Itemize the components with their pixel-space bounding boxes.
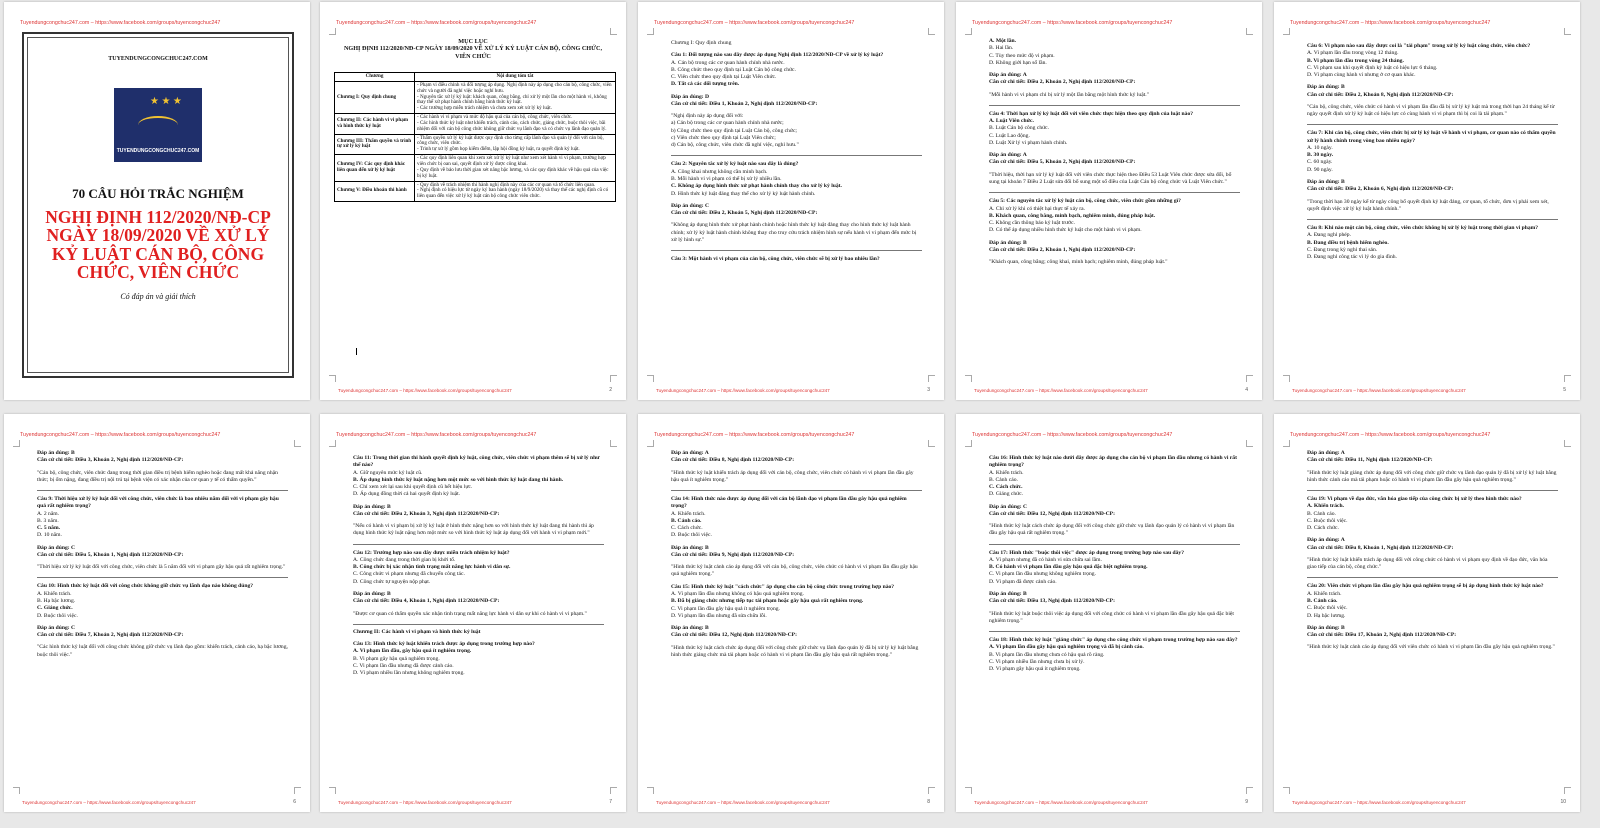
- page-number: 9: [1245, 799, 1248, 805]
- divider: [37, 490, 288, 491]
- page-header: Tuyendungcongchuc247.com – https://www.facebook.com/groups/tuyencongchuc247: [972, 20, 1173, 26]
- text-line: B. Vi phạm lần đầu trong vòng 24 tháng.: [1307, 57, 1404, 64]
- text-line: B. Cảnh cáo.: [989, 476, 1018, 483]
- text-line: C. Cách chức.: [671, 525, 703, 532]
- answer-line: Đáp án đúng: B: [1307, 178, 1345, 185]
- toc-col-chapter: Chương: [335, 73, 415, 82]
- document-page[interactable]: [4, 414, 310, 812]
- page-body: [989, 38, 1240, 266]
- site-logo: [114, 88, 202, 162]
- divider: [1307, 490, 1558, 491]
- question-title: Câu 18: Hình thức kỷ luật "giáng chức" áp dụng cho công chức vi phạm trong trường hợp nào sau đây?: [989, 637, 1238, 644]
- toc-table: [334, 72, 616, 202]
- text-line: A. Đang nghỉ phép.: [1307, 232, 1351, 239]
- toc-summary-cell: - Các quy định liên quan khi xem xét xử lý kỷ luật như xem xét hành vi vi phạm, trường hợp viên chức bị oan sai, quyết định xử lý được công khai. - Quy định về bảo lưu thời gian xét nâng bậc lương, và các quy định khác về hậu quả của việc bị kỷ luật.: [415, 155, 616, 181]
- document-page[interactable]: [320, 414, 626, 812]
- corner-mark: [1283, 787, 1290, 794]
- corner-mark: [928, 440, 935, 447]
- corner-mark: [1564, 440, 1571, 447]
- text-line: "Hình thức kỷ luật khiển trách áp dụng đối với cán bộ, công chức, viên chức có hành vi vi phạm lần đầu gây hậu quả ít nghiêm trọng.": [671, 469, 914, 483]
- text-line: B. Công chức theo quy định tại Luật Cán bộ công chức.: [671, 66, 796, 73]
- page-number: 5: [1563, 387, 1566, 393]
- text-line: C. Công chức vi phạm nhưng đã chuyển công tác.: [353, 571, 465, 578]
- text-line: A. Khiển trách.: [671, 510, 706, 517]
- page-header: Tuyendungcongchuc247.com – https://www.facebook.com/groups/tuyencongchuc247: [1290, 432, 1491, 438]
- page-footer: Tuyendungcongchuc247.com – https://www.facebook.com/groups/tuyencongchuc247: [22, 800, 196, 805]
- cover-site-name: TUYENDUNGCONGCHUC247.COM: [108, 56, 208, 62]
- toc-col-summary: Nội dung tóm tắt: [415, 73, 616, 82]
- text-line: "Nếu có hành vi vi phạm bị xử lý kỷ luật ở hình thức nặng hơn so với hình thức kỷ luật đang thi hành thì áp dụng hình thức kỷ luật nặng hơn một mức so với hình thức kỷ luật áp dụng đối với hành vi vi phạm mới.": [353, 523, 594, 537]
- table-row: [335, 114, 616, 135]
- text-line: B. Luật Cán bộ công chức.: [989, 125, 1050, 132]
- text-line: "Không áp dụng hình thức xử phạt hành chính hoặc hình thức kỷ luật đảng thay cho hình thức kỷ luật hành chính; xử lý kỷ luật hành chính không thay cho truy cứu trách nhiệm hình sự nếu hành vi vi phạm đến mức bị xử lý hình sự.": [671, 222, 917, 243]
- text-line: "Cán bộ, công chức, viên chức có hành vi vi phạm lần đầu đã bị xử lý kỷ luật mà trong thời hạn 24 tháng kể từ ngày quyết định xử lý kỷ luật có hiệu lực có cùng hành vi vi phạm thì bị coi là tái phạm.": [1307, 103, 1555, 118]
- text-line: Căn cứ chi tiết: Điều 12, Nghị định 112/2020/NĐ-CP:: [989, 510, 1115, 517]
- text-line: B. Hai lần.: [989, 45, 1014, 52]
- cover-title: 70 CÂU HỎI TRẮC NGHIỆM: [72, 186, 244, 201]
- text-line: A. Vi phạm lần đầu nhưng không có hậu quả nghiêm trọng.: [671, 590, 804, 597]
- corner-mark: [1246, 787, 1253, 794]
- text-line: Chương II: Các hành vi vi phạm và hình thức kỷ luật: [353, 628, 481, 635]
- text-line: Căn cứ chi tiết: Điều 9, Nghị định 112/2020/NĐ-CP:: [671, 551, 795, 558]
- page-footer: Tuyendungcongchuc247.com – https://www.facebook.com/groups/tuyencongchuc247: [656, 800, 830, 805]
- text-line: B. Áp dụng hình thức kỷ luật nặng hơn một mức so với hình thức kỷ luật đang thi hành.: [353, 476, 564, 483]
- text-line: b) Công chức theo quy định tại Luật Cán bộ, công chức;: [671, 127, 797, 134]
- text-line: A. Vi phạm nhưng đã có hành vi sửa chữa sai lầm.: [989, 556, 1102, 563]
- divider: [671, 155, 922, 156]
- corner-mark: [1246, 440, 1253, 447]
- text-line: Căn cứ chi tiết: Điều 12, Nghị định 112/2020/NĐ-CP:: [671, 632, 797, 639]
- text-line: "Thời hiệu xử lý kỷ luật đối với công chức, viên chức là 5 năm đối với vi phạm gây hậu quả rất nghiêm trọng.": [37, 564, 286, 571]
- text-line: D. Vi phạm đã được cảnh cáo.: [989, 578, 1057, 585]
- corner-mark: [13, 787, 20, 794]
- page-body: [671, 38, 922, 263]
- text-line: B. Cảnh cáo.: [671, 517, 702, 524]
- toc-chapter-cell: Chương V: Điều khoản thi hành: [335, 181, 415, 202]
- text-line: B. Đã bị giáng chức nhưng tiếp tục tái phạm hoặc gây hậu quả rất nghiêm trọng.: [671, 598, 864, 605]
- text-line: C. Chỉ xem xét lại sau khi quyết định cũ hết hiệu lực.: [353, 484, 473, 491]
- page-header: Tuyendungcongchuc247.com – https://www.facebook.com/groups/tuyencongchuc247: [336, 432, 537, 438]
- answer-line: Đáp án đúng: C: [37, 624, 76, 631]
- toc-summary-cell: - Thẩm quyền xử lý kỷ luật được quy định cho từng cấp lãnh đạo và quản lý đối với cán bộ, công chức, viên chức. - Trình tự xử lý gồm họp kiểm điểm, lập hội đồng kỷ luật, ra quyết định kỷ luật.: [415, 134, 616, 155]
- document-page[interactable]: [1274, 2, 1580, 400]
- corner-mark: [329, 375, 336, 382]
- question-title: Câu 2: Nguyên tắc xử lý kỷ luật nào sau đây là đúng?: [671, 161, 799, 168]
- text-line: A. Luật Viên chức.: [989, 118, 1034, 125]
- text-line: C. Vi phạm lần đầu nhưng đã được cảnh cáo.: [353, 662, 454, 669]
- document-page-toc[interactable]: [320, 2, 626, 400]
- text-line: "Hình thức kỷ luật cảnh cáo áp dụng đối với cán bộ, công chức, viên chức có hành vi vi phạm lần đầu gây hậu quả nghiêm trọng.": [671, 564, 918, 578]
- text-line: "Hình thức kỷ luật buộc thôi việc áp dụng đối với công chức có hành vi vi phạm lần đầu gây hậu quả đặc biệt nghiêm trọng.": [989, 610, 1234, 624]
- text-line: C. Không cần thông báo kỷ luật trước.: [989, 220, 1075, 227]
- text-line: A. Vi phạm lần đầu, gây hậu quả ít nghiêm trọng.: [353, 648, 472, 655]
- text-cursor: [356, 348, 357, 355]
- text-line: A. Vi phạm lần đầu gây hậu quả nghiêm trọng và đã bị cảnh cáo.: [989, 644, 1144, 651]
- text-line: D. Không giới hạn số lần.: [989, 59, 1047, 66]
- text-line: D. Buộc thôi việc.: [37, 612, 78, 619]
- text-line: A. Cán bộ trong các cơ quan hành chính nhà nước.: [671, 59, 785, 66]
- text-line: C. 60 ngày.: [1307, 159, 1333, 166]
- text-line: C. Giáng chức.: [37, 605, 73, 612]
- cover-subtitle: Có đáp án và giải thích: [120, 292, 196, 301]
- text-line: a) Cán bộ trong các cơ quan hành chính nhà nước;: [671, 120, 784, 127]
- page-footer: Tuyendungcongchuc247.com – https://www.facebook.com/groups/tuyencongchuc247: [1292, 388, 1466, 393]
- corner-mark: [294, 440, 301, 447]
- divider: [989, 192, 1240, 193]
- question-title: Câu 6: Vi phạm nào sau đây được coi là "tái phạm" trong xử lý kỷ luật công chức, viên chức?: [1307, 43, 1531, 49]
- divider: [37, 577, 288, 578]
- text-line: Căn cứ chi tiết: Điều 2, Khoản 2, Nghị định 112/2020/NĐ-CP:: [989, 79, 1136, 86]
- text-line: B. 30 ngày.: [1307, 152, 1334, 159]
- text-line: Đáp án đúng: A: [671, 450, 709, 456]
- corner-mark: [928, 787, 935, 794]
- text-line: Căn cứ chi tiết: Điều 8, Khoản 1, Nghị định 112/2020/NĐ-CP:: [1307, 544, 1454, 551]
- text-line: B. Có hành vi vi phạm lần đầu gây hậu quả đặc biệt nghiêm trọng.: [989, 564, 1148, 571]
- answer-line: Đáp án đúng: D: [671, 93, 710, 100]
- answer-line: Đáp án đúng: C: [989, 503, 1028, 510]
- page-body: [37, 450, 288, 659]
- corner-mark: [1283, 375, 1290, 382]
- text-line: A. 10 ngày.: [1307, 144, 1333, 151]
- table-row: [335, 181, 616, 202]
- text-line: B. Vi phạm lần đầu nhưng chưa có hậu quả rõ ràng.: [989, 651, 1105, 658]
- page-number: 4: [1245, 387, 1248, 393]
- answer-line: Đáp án đúng: B: [671, 625, 709, 632]
- text-line: D. Công chức tự nguyện nộp phạt.: [353, 578, 431, 585]
- page-number: 6: [293, 799, 296, 805]
- text-line: "Trong thời hạn 30 ngày kể từ ngày công bố quyết định kỷ luật đảng, cơ quan, tổ chức, đơn vị phải xem xét, quyết định việc xử lý kỷ luật hành chính.": [1307, 198, 1549, 212]
- text-line: C. Không áp dụng hình thức xử phạt hành chính thay cho xử lý kỷ luật.: [671, 183, 842, 190]
- page-footer: Tuyendungcongchuc247.com – https://www.facebook.com/groups/tuyencongchuc247: [656, 388, 830, 393]
- logo-text: TUYENDUNGCONGCHUC247.COM: [116, 148, 200, 154]
- text-line: Đáp án đúng: B: [37, 450, 75, 456]
- question-title: Câu 17: Hình thức "buộc thôi việc" được áp dụng trong trường hợp nào sau đây?: [989, 549, 1185, 556]
- document-page[interactable]: [638, 2, 944, 400]
- toc-chapter-cell: Chương II: Các hành vi vi phạm và hình thức kỷ luật: [335, 114, 415, 135]
- corner-mark: [647, 440, 654, 447]
- page-header: Tuyendungcongchuc247.com – https://www.facebook.com/groups/tuyencongchuc247: [654, 432, 855, 438]
- text-line: D. Hạ bậc lương.: [1307, 612, 1346, 619]
- corner-mark: [928, 375, 935, 382]
- toc-chapter-cell: Chương IV: Các quy định khác liên quan đến xử lý kỷ luật: [335, 155, 415, 181]
- table-row: [335, 134, 616, 155]
- corner-mark: [1564, 28, 1571, 35]
- corner-mark: [610, 28, 617, 35]
- page-body: [1307, 450, 1558, 652]
- text-line: "Hình thức kỷ luật cảnh cáo áp dụng đối với viên chức có hành vi vi phạm lần đầu gây hậu quả nghiêm trọng.": [1307, 644, 1555, 651]
- answer-line: Đáp án đúng: B: [989, 590, 1027, 597]
- text-line: Căn cứ chi tiết: Điều 2, Khoản 5, Nghị định 112/2020/NĐ-CP:: [671, 210, 818, 217]
- corner-mark: [13, 440, 20, 447]
- text-line: D. 90 ngày.: [1307, 166, 1333, 173]
- cover-main-title: NGHỊ ĐỊNH 112/2020/NĐ-CP NGÀY 18/09/2020 VỀ XỬ LÝ KỶ LUẬT CÁN BỘ, CÔNG CHỨC, VIÊN CHỨC: [45, 207, 271, 283]
- corner-mark: [294, 787, 301, 794]
- text-line: B. Mỗi hành vi vi phạm có thể bị xử lý nhiều lần.: [671, 175, 782, 182]
- text-line: D. Buộc thôi việc.: [671, 532, 712, 539]
- text-line: "Hình thức kỷ luật giáng chức áp dụng đối với công chức giữ chức vụ lãnh đạo quản lý đã bị xử lý kỷ luật bằng hình thức cảnh cáo mà tái phạm hoặc có hành vi vi phạm lần đầu gây hậu quả nghiêm trọng.": [1307, 469, 1557, 483]
- text-line: Căn cứ chi tiết: Điều 5, Khoản 2, Nghị định 112/2020/NĐ-CP:: [989, 159, 1136, 166]
- text-line: Căn cứ chi tiết: Điều 1, Khoản 2, Nghị định 112/2020/NĐ-CP:: [671, 100, 818, 107]
- text-line: D. Vi phạm nhiều lần nhưng không nghiêm trọng.: [353, 670, 465, 677]
- text-line: C. Viên chức theo quy định tại Luật Viên chức.: [671, 74, 777, 81]
- page-body: [1307, 38, 1558, 261]
- toc-header-row: [335, 73, 616, 82]
- text-line: d) Cán bộ, công chức, viên chức đã nghỉ việc, nghỉ hưu.": [671, 142, 799, 149]
- page-number: 10: [1560, 799, 1566, 805]
- text-line: A. Khiển trách.: [37, 590, 72, 597]
- corner-mark: [1564, 787, 1571, 794]
- page-footer: Tuyendungcongchuc247.com – https://www.facebook.com/groups/tuyencongchuc247: [974, 388, 1148, 393]
- toc-summary-cell: - Phạm vi điều chỉnh và đối tượng áp dụng. Nghị định này áp dụng cho cán bộ, công chức, viên chức và người đã nghỉ việc hoặc nghỉ hưu. - Nguyên tắc xử lý kỷ luật: khách quan, công bằng, chỉ xử lý một lần cho một hành vi, không thay thế xử phạt hành chính bằng hình thức kỷ luật. - Các trường hợp miễn trách nhiệm và chưa xem xét xử lý kỷ luật.: [415, 81, 616, 113]
- text-line: C. Vi phạm lần đầu nhưng không nghiêm trọng.: [989, 571, 1096, 578]
- page-header: Tuyendungcongchuc247.com – https://www.facebook.com/groups/tuyencongchuc247: [20, 432, 221, 438]
- divider: [989, 105, 1240, 106]
- text-line: B. Đang điều trị bệnh hiểm nghèo.: [1307, 239, 1389, 246]
- corner-mark: [647, 28, 654, 35]
- answer-line: Đáp án đúng: A: [989, 72, 1027, 79]
- divider: [353, 544, 604, 545]
- question-title: Câu 11: Trong thời gian thi hành quyết định kỷ luật, công chức, viên chức vi phạm thêm sẽ bị xử lý như thế nào?: [353, 455, 600, 469]
- book-icon: [138, 116, 178, 134]
- table-row: [335, 155, 616, 181]
- toc-chapter-cell: Chương III: Thẩm quyền và trình tự xử lý kỷ luật: [335, 134, 415, 155]
- document-page[interactable]: [638, 414, 944, 812]
- divider: [671, 490, 922, 491]
- divider: [1307, 124, 1558, 125]
- text-line: B. 3 năm.: [37, 517, 59, 524]
- answer-line: Đáp án đúng: A: [989, 152, 1027, 159]
- question-title: Câu 15: Hình thức kỷ luật "cách chức" áp dụng cho cán bộ công chức trong trường hợp nào?: [671, 583, 895, 590]
- text-line: C. Buộc thôi việc.: [1307, 517, 1348, 524]
- text-line: Căn cứ chi tiết: Điều 17, Khoản 2, Nghị định 112/2020/NĐ-CP:: [1307, 632, 1457, 639]
- text-line: B. Cảnh cáo.: [1307, 510, 1336, 517]
- question-title: Câu 13: Hình thức kỷ luật khiển trách được áp dụng trong trường hợp nào?: [353, 641, 535, 648]
- text-line: C. Đang trong kỳ nghỉ thai sản.: [1307, 246, 1378, 253]
- corner-mark: [647, 375, 654, 382]
- text-line: D. Luật Xử lý vi phạm hành chính.: [989, 139, 1068, 146]
- document-page[interactable]: [1274, 414, 1580, 812]
- page-footer: Tuyendungcongchuc247.com – https://www.facebook.com/groups/tuyencongchuc247: [1292, 800, 1466, 805]
- answer-line: Đáp án đúng: B: [989, 239, 1027, 246]
- question-title: Câu 5: Các nguyên tắc xử lý kỷ luật cán bộ, công chức, viên chức gồm những gì?: [989, 198, 1181, 205]
- corner-mark: [1564, 375, 1571, 382]
- corner-mark: [329, 787, 336, 794]
- text-line: Căn cứ chi tiết: Điều 2, Khoản 3, Nghị định 112/2020/NĐ-CP:: [353, 510, 500, 517]
- question-title: Câu 1: Đối tượng nào sau đây được áp dụng Nghị định 112/2020/NĐ-CP về xử lý kỷ luật?: [671, 52, 884, 59]
- text-line: A. Khiển trách.: [1307, 590, 1342, 597]
- text-line: D. Đang nghỉ công tác vì lý do gia đình.: [1307, 254, 1397, 261]
- question-title: Câu 3: Một hành vi vi phạm của cán bộ, công chức, viên chức sẽ bị xử lý bao nhiêu lần?: [671, 256, 880, 263]
- text-line: D. Giáng chức.: [989, 491, 1024, 498]
- text-line: "Các hình thức kỷ luật đối với công chức không giữ chức vụ lãnh đạo gồm: khiển trách, cảnh cáo, hạ bậc lương, buộc thôi việc.": [37, 644, 288, 658]
- corner-mark: [1246, 28, 1253, 35]
- text-line: Căn cứ chi tiết: Điều 11, Nghị định 112/2020/NĐ-CP:: [1307, 457, 1433, 464]
- text-line: D. Vi phạm cùng hành vi nhưng ở cơ quan khác.: [1307, 72, 1416, 79]
- section-title: Chương I: Quy định chung: [671, 40, 732, 46]
- text-line: D. Áp dụng đồng thời cả hai quyết định kỷ luật.: [353, 491, 461, 498]
- star-icon: ★ ★ ★: [150, 96, 182, 107]
- text-line: D. Hình thức kỷ luật đáng thay thế cho xử lý kỷ luật hành chính.: [671, 190, 816, 197]
- text-line: A. Vi phạm lần đầu trong vòng 12 tháng.: [1307, 50, 1399, 57]
- cover-frame: [22, 32, 294, 378]
- question-title: Câu 10: Hình thức kỷ luật đối với công chức không giữ chức vụ lãnh đạo nào không đúng?: [37, 583, 254, 590]
- text-line: A. 2 năm.: [37, 510, 60, 517]
- corner-mark: [965, 787, 972, 794]
- corner-mark: [965, 440, 972, 447]
- page-body: [671, 450, 922, 659]
- corner-mark: [329, 28, 336, 35]
- text-line: c) Viên chức theo quy định tại Luật Viên chức;: [671, 134, 776, 141]
- text-line: A. Công chức đang trong thời gian bị khởi tố.: [353, 556, 456, 563]
- corner-mark: [1283, 28, 1290, 35]
- corner-mark: [329, 440, 336, 447]
- document-page[interactable]: [956, 2, 1262, 400]
- question-title: Câu 7: Khi cán bộ, công chức, viên chức bị xử lý kỷ luật về hành vi vi phạm, cơ quan nào có thẩm quyền xử lý hành chính trong vòng bao nhiêu ngày?: [1307, 130, 1556, 144]
- text-line: A. Giữ nguyên mức kỷ luật cũ.: [353, 469, 423, 476]
- page-footer: Tuyendungcongchuc247.com – https://www.facebook.com/groups/tuyencongchuc247: [338, 388, 512, 393]
- question-title: Câu 4: Thời hạn xử lý kỷ luật đối với viên chức thực hiện theo quy định của luật nào?: [989, 110, 1194, 117]
- text-line: D. Cách chức.: [1307, 525, 1339, 532]
- text-line: "Thời hiệu, thời hạn xử lý kỷ luật đối với viên chức thực hiện theo Điều 53 Luật Viên chức được sửa đổi, bổ sung tại khoản 7 Điều 2 Luật sửa đổi bổ sung một số điều của Luật Cán bộ công chức và Luật Viên chức.": [989, 171, 1232, 185]
- divider: [671, 250, 922, 251]
- answer-line: Đáp án đúng: B: [353, 503, 391, 510]
- text-line: B. Cảnh cáo.: [1307, 597, 1338, 604]
- page-footer: Tuyendungcongchuc247.com – https://www.facebook.com/groups/tuyencongchuc247: [974, 800, 1148, 805]
- page-header: Tuyendungcongchuc247.com – https://www.facebook.com/groups/tuyencongchuc247: [972, 432, 1173, 438]
- text-line: "Mỗi hành vi vi phạm chỉ bị xử lý một lần bằng một hình thức kỷ luật.": [989, 91, 1149, 98]
- text-line: D. Vi phạm gây hậu quả ít nghiêm trọng.: [989, 666, 1081, 673]
- question-title: Câu 16: Hình thức kỷ luật nào dưới đây được áp dụng cho cán bộ vi phạm lần đầu nhưng có hành vi rất nghiêm trọng?: [989, 455, 1237, 469]
- text-line: "Được cơ quan có thẩm quyền xác nhận tình trạng mất năng lực hành vi dân sự khi có hành vi vi phạm.": [353, 610, 587, 617]
- corner-mark: [965, 28, 972, 35]
- answer-line: Đáp án đúng: C: [671, 202, 710, 209]
- answer-line: Đáp án đúng: B: [671, 544, 709, 551]
- divider: [1307, 219, 1558, 220]
- divider: [1307, 577, 1558, 578]
- text-line: Căn cứ chi tiết: Điều 13, Nghị định 112/2020/NĐ-CP:: [989, 598, 1115, 605]
- text-line: D. Tất cả các đối tượng trên.: [671, 81, 740, 88]
- corner-mark: [965, 375, 972, 382]
- text-line: D. Có thể áp dụng nhiều hình thức kỷ luật cho một hành vi vi phạm.: [989, 227, 1142, 234]
- text-line: C. Vi phạm lần đầu gây hậu quả ít nghiêm trọng.: [671, 605, 780, 612]
- question-title: Câu 20: Viên chức vi phạm lần đầu gây hậu quả nghiêm trọng sẽ bị áp dụng hình thức kỷ luật nào?: [1307, 583, 1544, 590]
- corner-mark: [610, 375, 617, 382]
- question-title: Câu 9: Thời hiệu xử lý kỷ luật đối với công chức, viên chức là bao nhiêu năm đối với vi phạm gây hậu quả rất nghiêm trọng?: [37, 496, 279, 510]
- text-line: "Hình thức kỷ luật cách chức áp dụng đối với công chức giữ chức vụ lãnh đạo quản lý đã bị xử lý kỷ luật bằng hình thức giáng chức mà tái phạm hoặc có hành vi vi phạm lần đầu gây hậu quả rất nghiêm trọng.": [671, 644, 919, 658]
- page-header: Tuyendungcongchuc247.com – https://www.facebook.com/groups/tuyencongchuc247: [20, 20, 221, 26]
- table-row: [335, 81, 616, 113]
- text-line: Căn cứ chi tiết: Điều 5, Khoản 1, Nghị định 112/2020/NĐ-CP:: [37, 551, 184, 558]
- text-line: "Hình thức kỷ luật cách chức áp dụng đối với công chức giữ chức vụ lãnh đạo quản lý có hành vi vi phạm lần đầu gây hậu quả rất nghiêm trọng.": [989, 523, 1235, 537]
- page-body: [989, 450, 1240, 673]
- corner-mark: [1246, 375, 1253, 382]
- page-number: 7: [609, 799, 612, 805]
- corner-mark: [647, 787, 654, 794]
- text-line: D. 10 năm.: [37, 532, 62, 539]
- answer-line: Đáp án đúng: B: [1307, 84, 1345, 91]
- text-line: C. Vi phạm sau khi quyết định kỷ luật có hiệu lực 6 tháng.: [1307, 64, 1438, 71]
- question-title: Câu 14: Hình thức nào được áp dụng đối với cán bộ lãnh đạo vi phạm lần đầu gây hậu quả nghiêm trọng?: [671, 496, 907, 510]
- divider: [353, 624, 604, 625]
- text-line: A. Khiển trách.: [1307, 503, 1344, 510]
- text-line: B. Hạ bậc lương.: [37, 597, 76, 604]
- corner-mark: [610, 440, 617, 447]
- toc-summary-cell: - Các hành vi vi phạm và mức độ hậu quả của cán bộ, công chức, viên chức. - Các hình thức kỷ luật như khiển trách, cảnh cáo, cách chức, giáng chức, buộc thôi việc, bãi nhiệm đối với cán bộ công chức không giữ chức vụ lãnh đạo và có chức vụ lãnh đạo quản lý.: [415, 114, 616, 135]
- text-line: C. Vi phạm nhiều lần nhưng chưa bị xử lý.: [989, 658, 1085, 665]
- toc-summary-cell: - Quy định về trách nhiệm thi hành nghị định này của các cơ quan và tổ chức liên quan. - Nghị định có hiệu lực từ ngày ký ban hành (ngày 18/9/2020) và thay thế các nghị định cũ có liên quan đến việc xử lý kỷ luật cán bộ công chức viên chức.: [415, 181, 616, 202]
- text-line: A. Công khai nhưng không cần minh bạch.: [671, 168, 768, 175]
- page-footer: Tuyendungcongchuc247.com – https://www.facebook.com/groups/tuyencongchuc247: [338, 800, 512, 805]
- question-title: Câu 8: Khi nào một cán bộ, công chức, viên chức không bị xử lý kỷ luật trong thời gian vi phạm?: [1307, 225, 1539, 232]
- text-line: Căn cứ chi tiết: Điều 2, Khoản 1, Nghị định 112/2020/NĐ-CP:: [989, 246, 1136, 253]
- page-number: 3: [927, 387, 930, 393]
- toc-title: MỤC LỤC NGHỊ ĐỊNH 112/2020/NĐ-CP NGÀY 18/09/2020 VỀ XỬ LÝ KỶ LUẬT CÁN BỘ, CÔNG CHỨC, VIÊN CHỨC: [343, 38, 603, 60]
- page-number: 8: [927, 799, 930, 805]
- text-line: C. Tùy theo mức độ vi phạm.: [989, 52, 1055, 59]
- corner-mark: [610, 787, 617, 794]
- page-header: Tuyendungcongchuc247.com – https://www.facebook.com/groups/tuyencongchuc247: [1290, 20, 1491, 26]
- text-line: C. Cách chức.: [989, 484, 1023, 491]
- question-title: Câu 19: Vi phạm về đạo đức, văn hóa giao tiếp của công chức bị xử lý theo hình thức nào?: [1307, 496, 1522, 503]
- text-line: A. Chỉ xử lý khi có thiệt hại thực tế xảy ra.: [989, 205, 1086, 212]
- text-line: "Hình thức kỷ luật khiển trách áp dụng đối với công chức có hành vi vi phạm quy định về đạo đức, văn hóa giao tiếp của cán bộ, công chức.": [1307, 556, 1548, 571]
- divider: [989, 631, 1240, 632]
- text-line: B. Khách quan, công bằng, minh bạch, nghiêm minh, đúng pháp luật.: [989, 212, 1156, 219]
- page-number: 2: [609, 387, 612, 393]
- answer-line: Đáp án đúng: C: [37, 544, 76, 551]
- text-line: Căn cứ chi tiết: Điều 8, Nghị định 112/2020/NĐ-CP:: [671, 457, 795, 464]
- text-line: C. 5 năm.: [37, 525, 60, 532]
- text-line: C. Luật Lao động.: [989, 132, 1030, 139]
- text-line: Đáp án đúng: A: [1307, 450, 1345, 456]
- corner-mark: [1283, 440, 1290, 447]
- text-line: Căn cứ chi tiết: Điều 2, Khoản 6, Nghị định 112/2020/NĐ-CP:: [1307, 186, 1454, 193]
- answer-line: Đáp án đúng: B: [353, 590, 391, 597]
- text-line: "Cán bộ, công chức, viên chức đang trong thời gian điều trị bệnh hiểm nghèo hoặc đang mất khả năng nhận thức; bị ốm nặng, đang điều trị nội trú tại bệnh viện có xác nhận của cơ quan y tế có thẩm quyền.": [37, 469, 278, 483]
- answer-line: Đáp án đúng: A: [1307, 537, 1345, 544]
- page-header: Tuyendungcongchuc247.com – https://www.facebook.com/groups/tuyencongchuc247: [336, 20, 537, 26]
- text-line: A. Khiển trách.: [989, 469, 1024, 476]
- document-page-cover[interactable]: [4, 2, 310, 400]
- question-title: Câu 12: Trường hợp nào sau đây được miễn trách nhiệm kỷ luật?: [353, 549, 510, 556]
- text-line: "Khách quan, công bằng; công khai, minh bạch; nghiêm minh, đúng pháp luật.": [989, 259, 1168, 266]
- corner-mark: [928, 28, 935, 35]
- text-line: B. Vi phạm gây hậu quả nghiêm trọng.: [353, 655, 440, 662]
- text-line: Căn cứ chi tiết: Điều 2, Khoản 8, Nghị định 112/2020/NĐ-CP:: [1307, 91, 1454, 98]
- toc-chapter-cell: Chương I: Quy định chung: [335, 81, 415, 113]
- text-line: "Nghị định này áp dụng đối với:: [671, 113, 744, 120]
- page-header: Tuyendungcongchuc247.com – https://www.facebook.com/groups/tuyencongchuc247: [654, 20, 855, 26]
- text-line: Căn cứ chi tiết: Điều 4, Khoản 1, Nghị định 112/2020/NĐ-CP:: [353, 598, 500, 605]
- answer-line: Đáp án đúng: B: [1307, 624, 1345, 631]
- text-line: Căn cứ chi tiết: Điều 7, Khoản 2, Nghị định 112/2020/NĐ-CP:: [37, 632, 184, 639]
- divider: [989, 544, 1240, 545]
- text-line: B. Công chức bị xác nhận tình trạng mất năng lực hành vi dân sự.: [353, 564, 511, 571]
- document-page[interactable]: [956, 414, 1262, 812]
- text-line: D. Vi phạm lần đầu nhưng đã sửa chữa lỗi.: [671, 612, 767, 619]
- text-line: Căn cứ chi tiết: Điều 3, Khoản 2, Nghị định 112/2020/NĐ-CP:: [37, 457, 184, 464]
- text-line: C. Buộc thôi việc.: [1307, 605, 1348, 612]
- text-line: A. Một lần.: [989, 38, 1017, 44]
- page-body: [353, 450, 604, 677]
